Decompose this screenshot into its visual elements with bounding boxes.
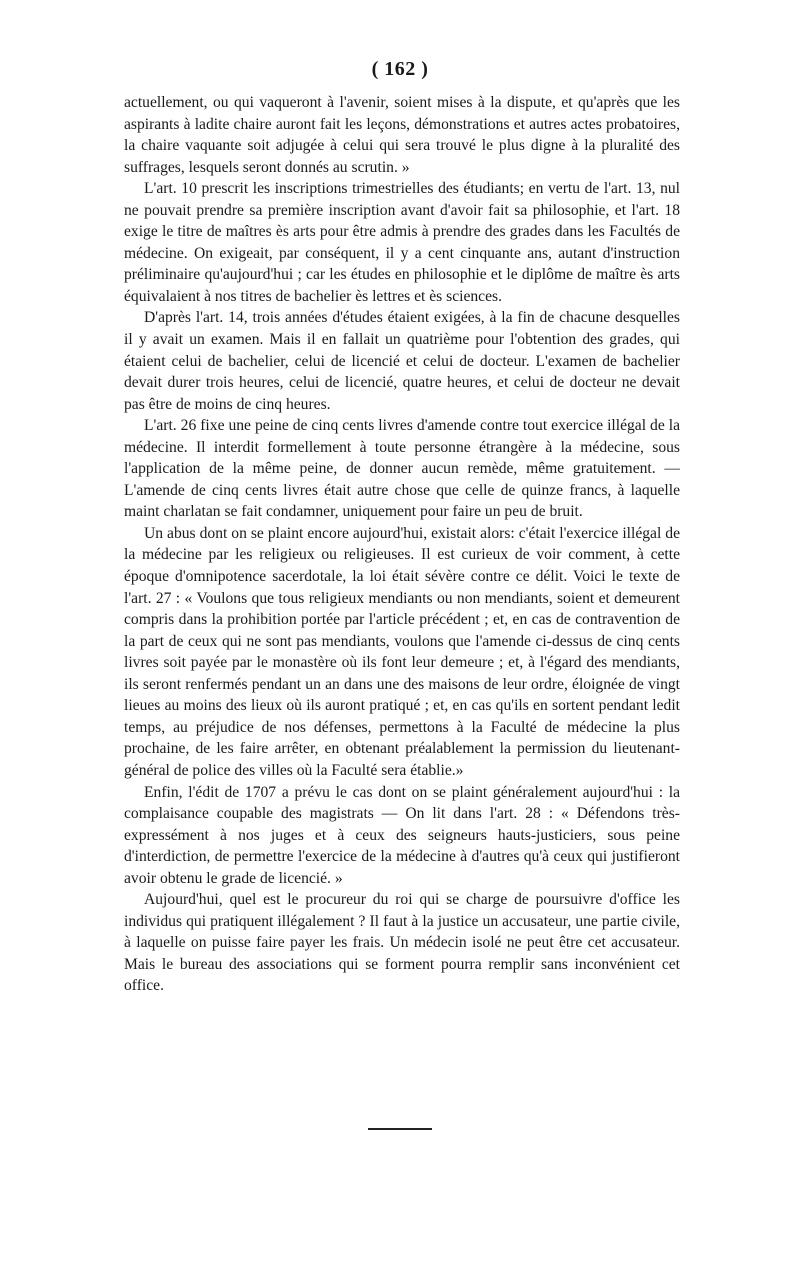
paragraph-aujourdhui: Aujourd'hui, quel est le procureur du roi qui se charge de poursuivre d'office les individus qui pratiquent illégalement ? Il faut à la justice un accusateur, une partie civile, à laquelle on puisse faire payer les frais. Un médecin isolé ne peut être cet accusateur. Mais le bureau des associations qui se forment pourra remplir sans inconvénient cet office.: [124, 891, 680, 995]
paragraph-continuation: actuellement, ou qui vaqueront à l'avenir, soient mises à la dispute, et qu'après que les aspirants à ladite chaire auront fait les leçons, démonstrations et autres actes probatoires, la chaire vaquante soit adjugée à celui qui sera trouvé le plus digne à la pluralité des suffrages, lesquels seront donnés au scrutin. »: [124, 94, 680, 176]
paragraph-art-27: Un abus dont on se plaint encore aujourd'hui, existait alors: c'était l'exercice illégal de la médecine par les religieux ou religieuses. Il est curieux de voir comment, à cette époque d'omnipotence sacerdotale, la loi était sévère contre ce délit. Voici le texte de l'art. 27 : « Voulons que tous religieux mendiants ou non mendiants, soient et demeurent compris dans la prohibition portée par l'article précédent ; et, en cas de contravention de la part de ceux qui ne sont pas mendiants, voulons que l'amende ci-dessus de cinq cents livres soit payée par le monastère où ils font leur demeure ; et, à l'égard des mendiants, ils seront renfermés pendant un an dans une des maisons de leur ordre, éloignée de vingt lieues au moins des lieux où ils auront pratiqué ; et, en cas qu'ils en sortent pendant ledit temps, au préjudice de nos défenses, permettons à la Faculté de médecine la plus prochaine, de les faire arrêter, en obtenant préalablement la permission du lieutenant-général de police des villes où la Faculté sera établie.»: [124, 524, 680, 779]
paragraph-edit-1707: Enfin, l'édit de 1707 a prévu le cas dont on se plaint généralement aujourd'hui : la complaisance coupable des magistrats — On lit dans l'art. 28 : « Défendons très-expressément à nos juges et à ceux des seigneurs hauts-justiciers, sous peine d'interdiction, de permettre l'exercice de la médecine à d'autres qu'à ceux qui justifieront avoir obtenu le grade de licencié. »: [124, 783, 680, 887]
paragraph-art-10: L'art. 10 prescrit les inscriptions trimestrielles des étudiants; en vertu de l'art. 13, nul ne pouvait prendre sa première inscription avant d'avoir fait sa philosophie, et l'art. 18 exige le titre de maîtres ès arts pour être admis à prendre des grades dans les Facultés de médecine. On exigeait, par conséquent, il y a cent cinquante ans, autant d'instruction préliminaire qu'aujourd'hui ; car les études en philosophie et le diplôme de maître ès arts équivalaient à nos titres de bachelier ès lettres et ès sciences.: [124, 180, 680, 305]
page-body: [124, 92, 680, 997]
page-number: ( 162 ): [371, 58, 429, 80]
closing-rule: [368, 1128, 432, 1130]
paragraph-art-26: L'art. 26 fixe une peine de cinq cents livres d'amende contre tout exercice illégal de la médecine. Il interdit formellement à toute personne étrangère à la médecine, sous l'application de la même peine, de donner aucun remède, même gratuitement. — L'amende de cinq cents livres était autre chose que celle de quinze francs, à laquelle maint charlatan se fait condamner, uniquement pour faire un peu de bruit.: [124, 417, 680, 521]
paragraph-art-14: D'après l'art. 14, trois années d'études étaient exigées, à la fin de chacune desquelles il y avait un examen. Mais il en fallait un quatrième pour l'obtention des grades, qui étaient celui de bachelier, celui de licencié et celui de docteur. L'examen de bachelier devait durer trois heures, celui de licencié, quatre heures, et celui de docteur ne devait pas être de moins de cinq heures.: [124, 309, 680, 413]
